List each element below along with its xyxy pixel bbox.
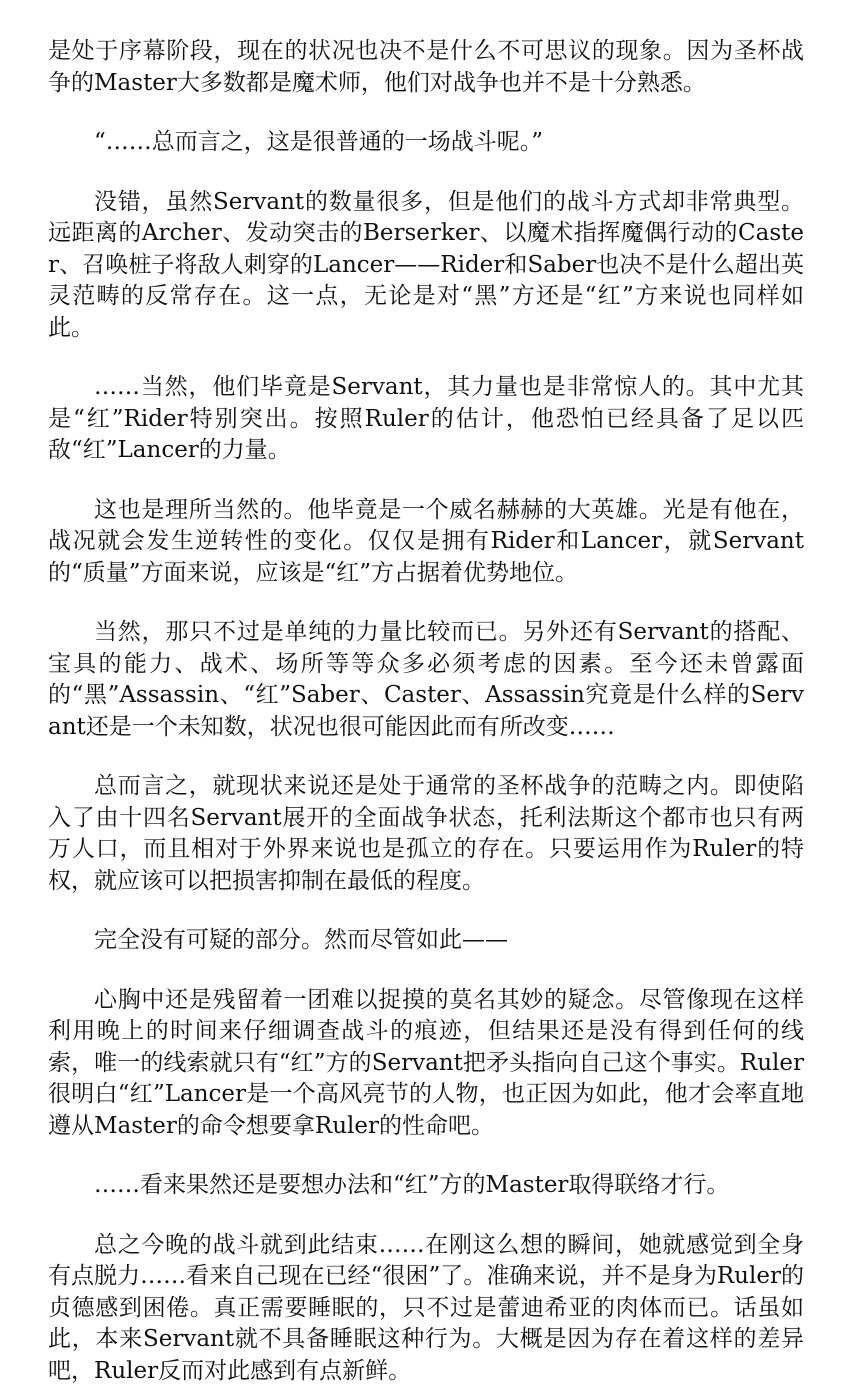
paragraph: 当然，那只不过是单纯的力量比较而已。另外还有Servant的搭配、宝具的能力、战术、场所等等众多必须考虑的因素。至今还未曾露面的“黑”Assassin、“红”Saber、Caster、Assassin究竟是什么样的Servant还是一个未知数，状况也很可能因此而有所改变…… [48, 619, 804, 740]
paragraph: ……当然，他们毕竟是Servant，其力量也是非常惊人的。其中尤其是“红”Rider特别突出。按照Ruler的估计，他恐怕已经具备了足以匹敌“红”Lancer的力量。 [48, 374, 804, 463]
paragraph: ……看来果然还是要想办法和“红”方的Master取得联络才行。 [94, 1172, 730, 1198]
paragraph: 是处于序幕阶段，现在的状况也决不是什么不可思议的现象。因为圣杯战争的Master大多数都是魔术师，他们对战争也并不是十分熟悉。 [48, 38, 804, 96]
paragraph: “……总而言之，这是很普通的一场战斗呢。” [94, 129, 544, 155]
paragraph: 没错，虽然Servant的数量很多，但是他们的战斗方式却非常典型。远距离的Archer、发动突击的Berserker、以魔术指挥魔偶行动的Caster、召唤桩子将敌人刺穿的Lancer——Rider和Saber也决不是什么超出英灵范畴的反常存在。这一点，无论是对“黑”方还是“红”方来说也同样如此。 [48, 188, 804, 341]
paragraph: 这也是理所当然的。他毕竟是一个威名赫赫的大英雄。光是有他在，战况就会发生逆转性的变化。仅仅是拥有Rider和Lancer，就Servant的“质量”方面来说，应该是“红”方占据着优势地位。 [48, 496, 804, 586]
paragraph: 总而言之，就现状来说还是处于通常的圣杯战争的范畴之内。即使陷入了由十四名Servant展开的全面战争状态，托利法斯这个都市也只有两万人口，而且相对于外界来说也是孤立的存在。只要运用作为Ruler的特权，就应该可以把损害抑制在最低的程度。 [48, 773, 804, 894]
paragraph: 总之今晚的战斗就到此结束……在刚这么想的瞬间，她就感觉到全身有点脱力……看来自己现在已经“很困”了。准确来说，并不是身为Ruler的贞德感到困倦。真正需要睡眠的，只不过是蕾迪希亚的肉体而已。话虽如此，本来Servant就不具备睡眠这种行为。大概是因为存在着这样的差异吧，Ruler反而对此感到有点新鲜。 [48, 1231, 804, 1384]
paragraph: 完全没有可疑的部分。然而尽管如此—— [94, 927, 508, 953]
paragraph: 心胸中还是残留着一团难以捉摸的莫名其妙的疑念。尽管像现在这样利用晚上的时间来仔细调查战斗的痕迹，但结果还是没有得到任何的线索，唯一的线索就只有“红”方的Servant把矛头指向自己这个事实。Ruler很明白“红”Lancer是一个高风亮节的人物，也正因为如此，他才会率直地遵从Master的命令想要拿Ruler的性命吧。 [48, 986, 804, 1139]
